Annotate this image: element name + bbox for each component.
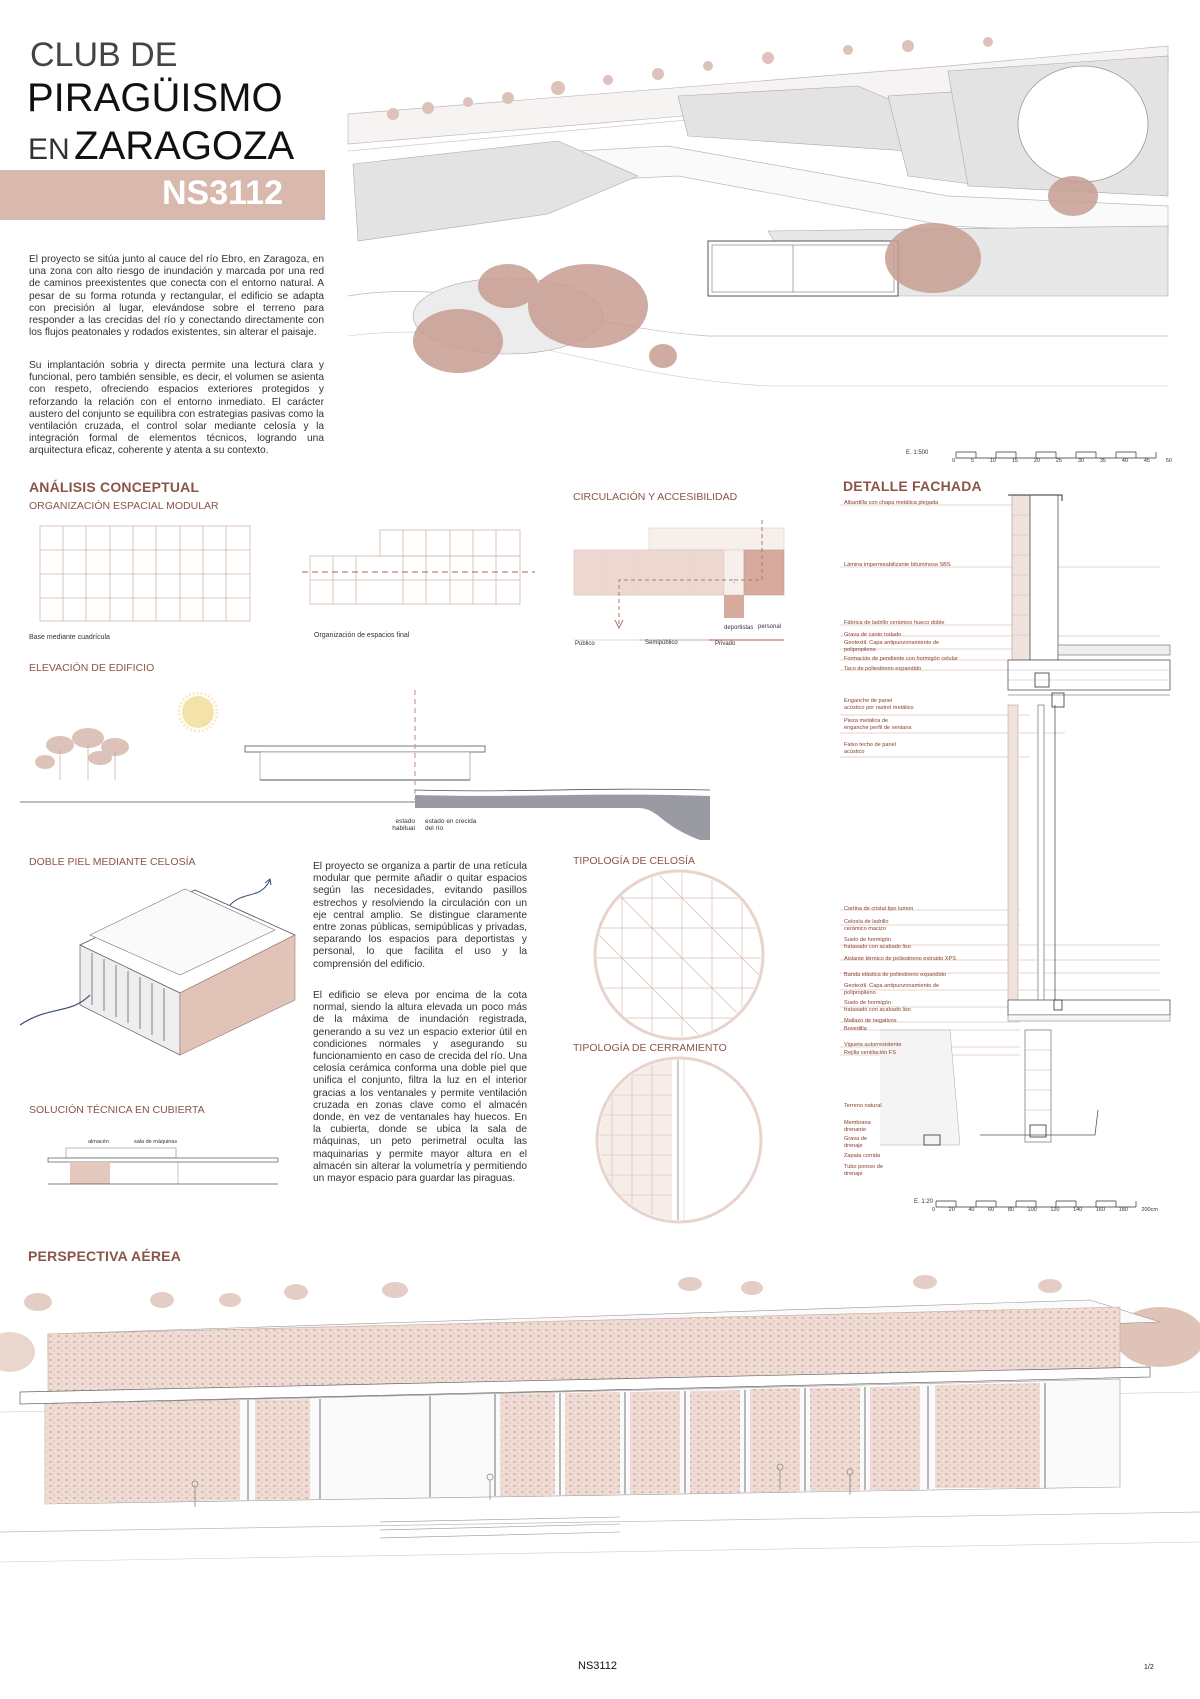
site-tick: 25 — [1055, 458, 1062, 464]
facade-label: Geotextil. Capa antipunzonamiento de polipropileno — [844, 640, 940, 653]
intro-paragraph-2: Su implantación sobria y directa permite una lectura clara y funcional, pero también sensible, es decir, el volumen se asienta con respeto, ofreciendo espacios exteriores protegidos y reforzando la relación con el entorno inmediato. El carácter austero del conjunto se equilibra con estrategias pasivas como la ventilación cruzada, el control solar mediante celosía y la integración formal de elementos técnicos, logrando una arquitectura eficaz, coherente y atenta a su contexto. — [29, 360, 324, 457]
facade-tick: 160 — [1095, 1207, 1106, 1213]
facade-detail-heading: DETALLE FACHADA — [843, 478, 982, 494]
title-line-2: PIRAGÜISMO — [27, 76, 283, 120]
facade-label: Rejilla ventilación FS — [844, 1050, 896, 1056]
elevation-label: ELEVACIÓN DE EDIFICIO — [29, 662, 155, 674]
double-skin-label: DOBLE PIEL MEDIANTE CELOSÍA — [29, 856, 196, 868]
facade-label: Bovedilla — [844, 1026, 867, 1032]
facade-label: Vigueta autorresistente — [844, 1042, 902, 1048]
intro-paragraph-1: El proyecto se sitúa junto al cauce del río Ebro, en Zaragoza, en una zona con alto riesgo de inundación y marcada por una red de caminos preexistentes que conecta con el entorno natural. A pesar de su forma rotunda y rectangular, el edificio se adapta con precisión al lugar, elevándose sobre el terreno para responder a las crecidas del río y conectando directamente con los flujos peatonales y rodados existentes, sin alterar el paisaje. — [29, 254, 324, 339]
project-code-band — [0, 170, 325, 220]
title-zaragoza: ZARAGOZA — [74, 124, 295, 168]
facade-tick: 180 — [1118, 1207, 1128, 1213]
facade-label: Geotextil. Capa antipunzonamiento de polipropileno — [844, 983, 940, 996]
facade-label: Pieza metálica de enganche perfil de ventana — [844, 718, 912, 731]
facade-tick: 140 — [1073, 1207, 1083, 1213]
aerial-perspective-heading: PERSPECTIVA AÉREA — [28, 1248, 182, 1264]
site-tick: 45 — [1143, 458, 1150, 464]
facade-label: Enganche de panel acústico por rastrel metálico — [844, 698, 914, 711]
facade-label: Grava de drenaje — [844, 1136, 868, 1149]
footer-page-number: 1/2 — [1144, 1664, 1154, 1671]
site-tick: 20 — [1033, 458, 1040, 464]
state-flood: estado en crecida del río — [425, 818, 477, 832]
circulation-tag-personal: personal — [758, 624, 782, 630]
facade-label: Lámina impermeabilizante bituminosa SBS — [844, 562, 951, 568]
title-en: EN — [28, 133, 70, 166]
facade-label: Grava de canto rodado — [844, 632, 902, 638]
facade-tick: 80 — [1007, 1207, 1014, 1213]
site-plan-scale-label: E. 1:500 — [906, 450, 929, 456]
grid-base-diagram — [40, 526, 255, 626]
facade-label: Fábrica de ladrillo cerámico hueco doble — [844, 620, 945, 626]
middle-paragraph-2: El edificio se eleva por encima de la cota normal, siendo la altura elevada un poco más de la máxima de inundación registrada, generando a su vez un espacio exterior útil en condiciones normales y asegurando su funcionamiento en caso de crecida del río. Una celosía cerámica conforma una doble piel que unifica el conjunto, filtra la luz en el interior gracias a los ventanales y permite ventilación cruzada en zonas clave como el almacén donde, en vez de ventanales hay huecos. En la cubierta, donde se ubica la sala de máquinas, un peto perimetral oculta las maquinarias y permite mayor altura en el almacén sin alterar la volumetría y permitiendo un mayor espacio para guardar las piraguas. — [313, 990, 527, 1185]
facade-label: Mallazo de negativos — [844, 1018, 897, 1024]
spaces-organization-caption: Organización de espacios final — [314, 632, 410, 639]
facade-label: Celosía de ladrillo cerámico macizo — [844, 919, 889, 932]
facade-label: Formación de pendiente con hormigón celular — [844, 656, 958, 662]
facade-label: Aislante térmico de poliestireno extruido XPS — [844, 956, 956, 962]
roof-tag-storage: almacén — [88, 1139, 109, 1145]
spaces-organization-diagram — [310, 526, 540, 626]
facade-label: Zapata corrida — [844, 1153, 881, 1159]
title-line-1: CLUB DE — [30, 36, 178, 74]
facade-label: Albardilla con chapa metálica plegada — [844, 500, 939, 506]
site-tick: 30 — [1077, 458, 1084, 464]
facade-label: Falso techo de panel acústico — [844, 742, 896, 755]
circulation-tag-deportistas: deportistas — [724, 625, 754, 631]
facade-tick: 100 — [1027, 1207, 1037, 1213]
grid-base-caption: Base mediante cuadrícula — [29, 634, 110, 641]
facade-tick: 200cm — [1141, 1207, 1158, 1213]
facade-tick: 0 — [932, 1207, 936, 1213]
facade-scale-label: E. 1:20 — [914, 1199, 934, 1205]
project-code: NS3112 — [162, 174, 283, 212]
facade-label: Membrana drenante — [844, 1120, 871, 1133]
title-line-3 — [28, 124, 294, 169]
facade-section-drawing — [840, 495, 1170, 1195]
facade-label: Terreno natural — [844, 1103, 882, 1109]
enclosure-typology-label: TIPOLOGÍA DE CERRAMIENTO — [573, 1042, 727, 1054]
aerial-perspective-drawing — [0, 1262, 1200, 1592]
enclosure-typology-circle — [592, 1055, 767, 1225]
facade-tick: 120 — [1050, 1207, 1060, 1213]
facade-label: Cortina de cristal tipo lumon — [844, 906, 914, 912]
footer-code: NS3112 — [578, 1660, 617, 1672]
lattice-typology-circle — [592, 868, 767, 1043]
site-tick: 5 — [970, 458, 974, 464]
site-tick: 35 — [1099, 458, 1106, 464]
site-tick: 10 — [989, 458, 996, 464]
circulation-label: CIRCULACIÓN Y ACCESIBILIDAD — [573, 491, 738, 503]
site-tick: 50 — [1165, 458, 1172, 464]
roof-section — [48, 1144, 283, 1189]
facade-label: Tubo poroso de drenaje — [844, 1164, 883, 1177]
facade-label: Suelo de hormigón fratasado con acabado liso — [844, 1000, 911, 1013]
facade-label: Taco de poliestireno expandido — [844, 666, 922, 672]
double-skin-axonometric — [20, 875, 300, 1055]
legend-public: Público — [575, 641, 595, 647]
facade-tick: 40 — [968, 1207, 975, 1213]
conceptual-subheading: ORGANIZACIÓN ESPACIAL MODULAR — [29, 500, 219, 512]
middle-paragraph-1: El proyecto se organiza a partir de una retícula modular que permite añadir o quitar espacios según las necesidades, evitando pasillos estrechos y resolviendo la circulación con un eje central amplio. Se distingue claramente entre zonas públicas, semipúblicas y privadas, separando los espacios para deportistas y personal, lo que facilita el uso y la comprensión del edificio. — [313, 861, 527, 970]
facade-tick: 20 — [948, 1207, 955, 1213]
legend-semipublic: Semipúblico — [645, 640, 678, 646]
site-plan-scale-ticks — [952, 458, 1172, 464]
facade-label: Suelo de hormigón fratasado con acabado liso — [844, 937, 911, 950]
facade-label: Banda elástica de poliestireno expandido — [844, 972, 947, 978]
lattice-typology-label: TIPOLOGÍA DE CELOSÍA — [573, 855, 695, 867]
site-tick: 0 — [952, 458, 956, 464]
facade-tick: 60 — [988, 1207, 995, 1213]
roof-label: SOLUCIÓN TÉCNICA EN CUBIERTA — [29, 1104, 205, 1116]
facade-scale-ticks — [932, 1207, 1158, 1213]
legend-private: Privado — [715, 641, 736, 647]
site-tick: 40 — [1121, 458, 1128, 464]
roof-tag-machines: sala de máquinas — [134, 1139, 178, 1145]
conceptual-heading: ANÁLISIS CONCEPTUAL — [29, 479, 200, 495]
site-plan-drawing — [348, 36, 1168, 436]
state-normal: estado habitual — [392, 818, 415, 832]
site-tick: 15 — [1011, 458, 1018, 464]
